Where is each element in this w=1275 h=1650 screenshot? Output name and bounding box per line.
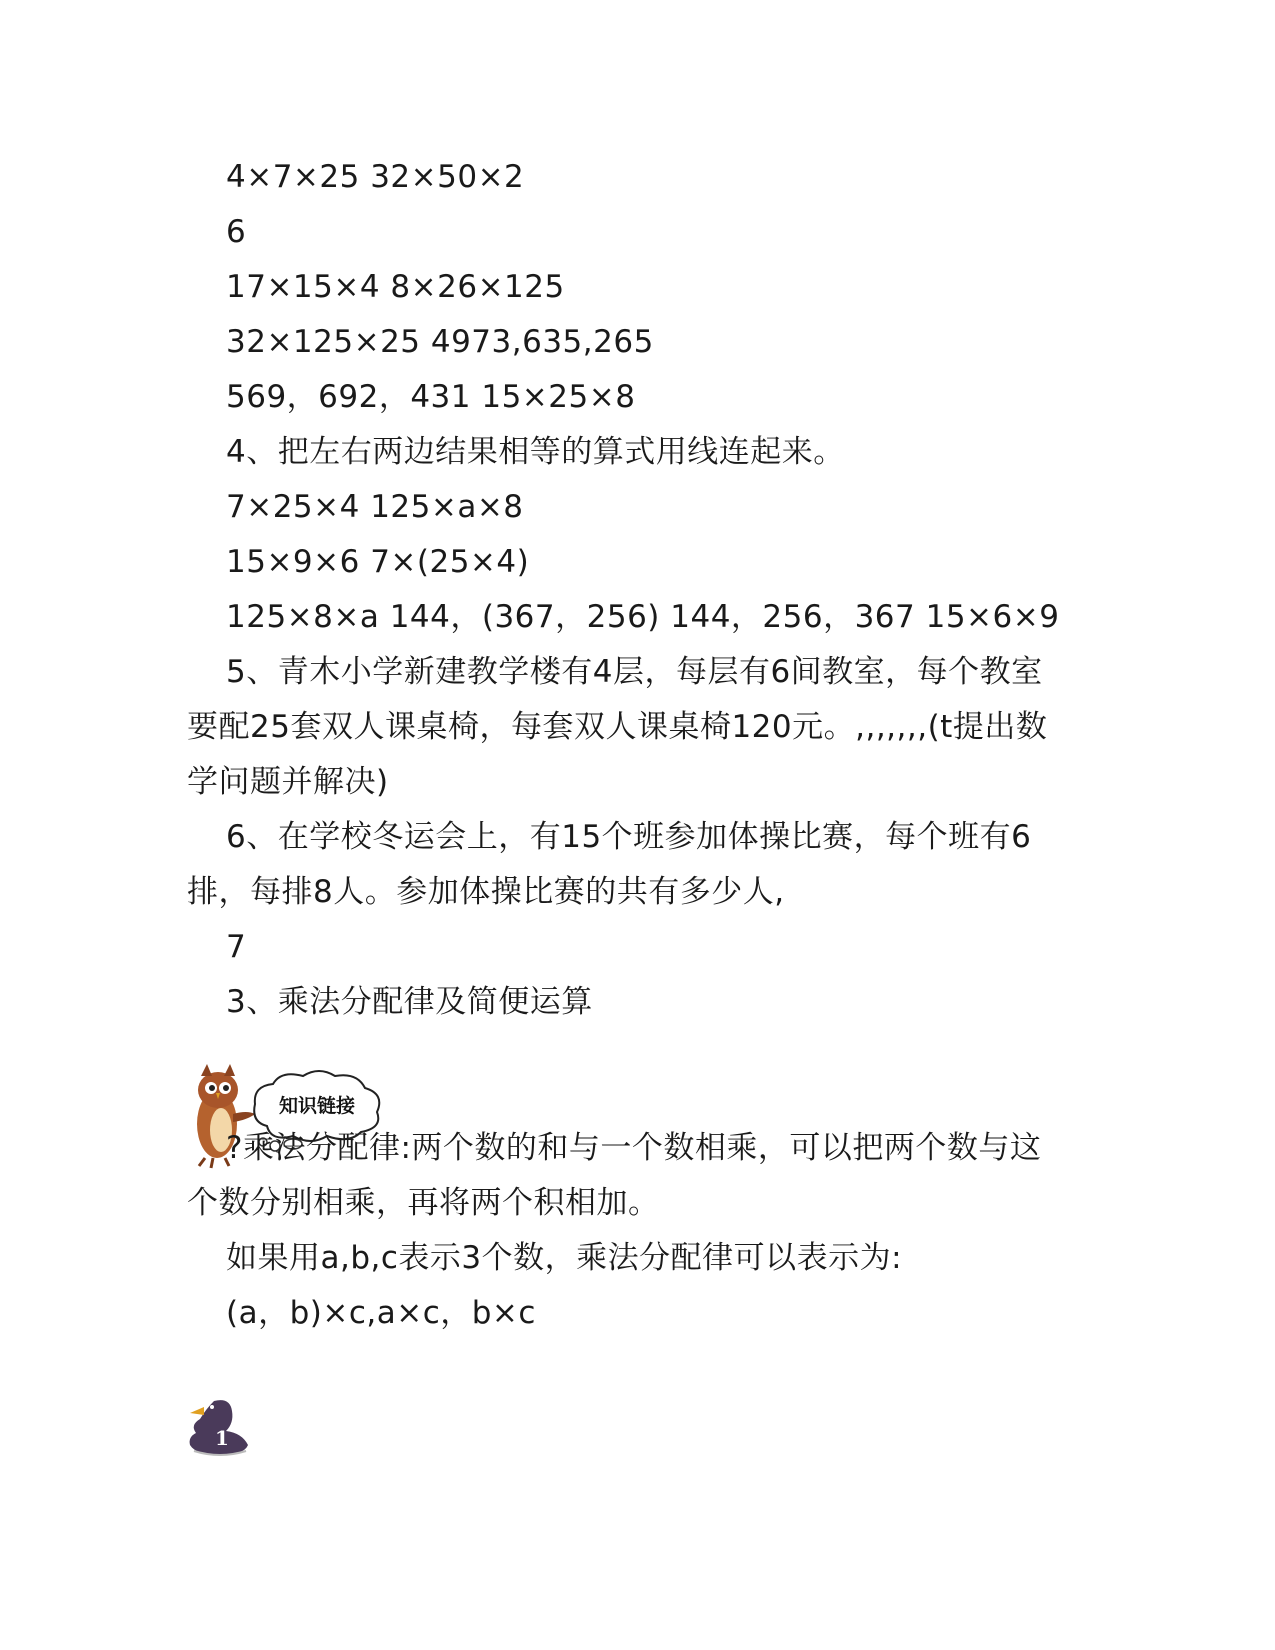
swan-badge-icon — [186, 1397, 254, 1459]
section-title: 3、乘法分配律及简便运算 — [226, 984, 593, 1020]
formula-line: (a，b)×c,a×c，b×c — [226, 1295, 536, 1331]
text-line: 32×125×25 4973,635,265 — [226, 324, 654, 360]
text-line: ?乘法分配律:两个数的和与一个数相乘，可以把两个数与这 — [226, 1130, 1042, 1166]
text-line: 7×25×4 125×a×8 — [226, 489, 524, 525]
text-line: 如果用a,b,c表示3个数，乘法分配律可以表示为: — [226, 1240, 903, 1276]
text-line: 17×15×4 8×26×125 — [226, 269, 565, 305]
text-line: 要配25套双人课桌椅，每套双人课桌椅120元。,,,,,,,(t提出数 — [187, 709, 1048, 745]
exercise-heading: 5、青木小学新建教学楼有4层，每层有6间教室，每个教室 — [226, 654, 1043, 690]
bubble-text: 知识链接 — [278, 1095, 356, 1117]
text-line: 学问题并解决) — [187, 764, 389, 800]
exercise-heading: 6、在学校冬运会上，有15个班参加体操比赛，每个班有6 — [226, 819, 1032, 855]
text-line: 125×8×a 144，(367，256) 144，256，367 15×6×9 — [226, 599, 1060, 635]
text-line: 4×7×25 32×50×2 — [226, 159, 525, 195]
swan-badge-number: 1 — [215, 1426, 229, 1450]
text-line: 6 — [226, 214, 247, 250]
page-number: 7 — [226, 929, 247, 965]
exercise-heading: 4、把左右两边结果相等的算式用线连起来。 — [226, 434, 845, 470]
text-line: 569，692，431 15×25×8 — [226, 379, 636, 415]
text-line: 个数分别相乘，再将两个积相加。 — [187, 1185, 660, 1221]
text-line: 15×9×6 7×(25×4) — [226, 544, 530, 580]
text-line: 排，每排8人。参加体操比赛的共有多少人, — [187, 874, 785, 910]
